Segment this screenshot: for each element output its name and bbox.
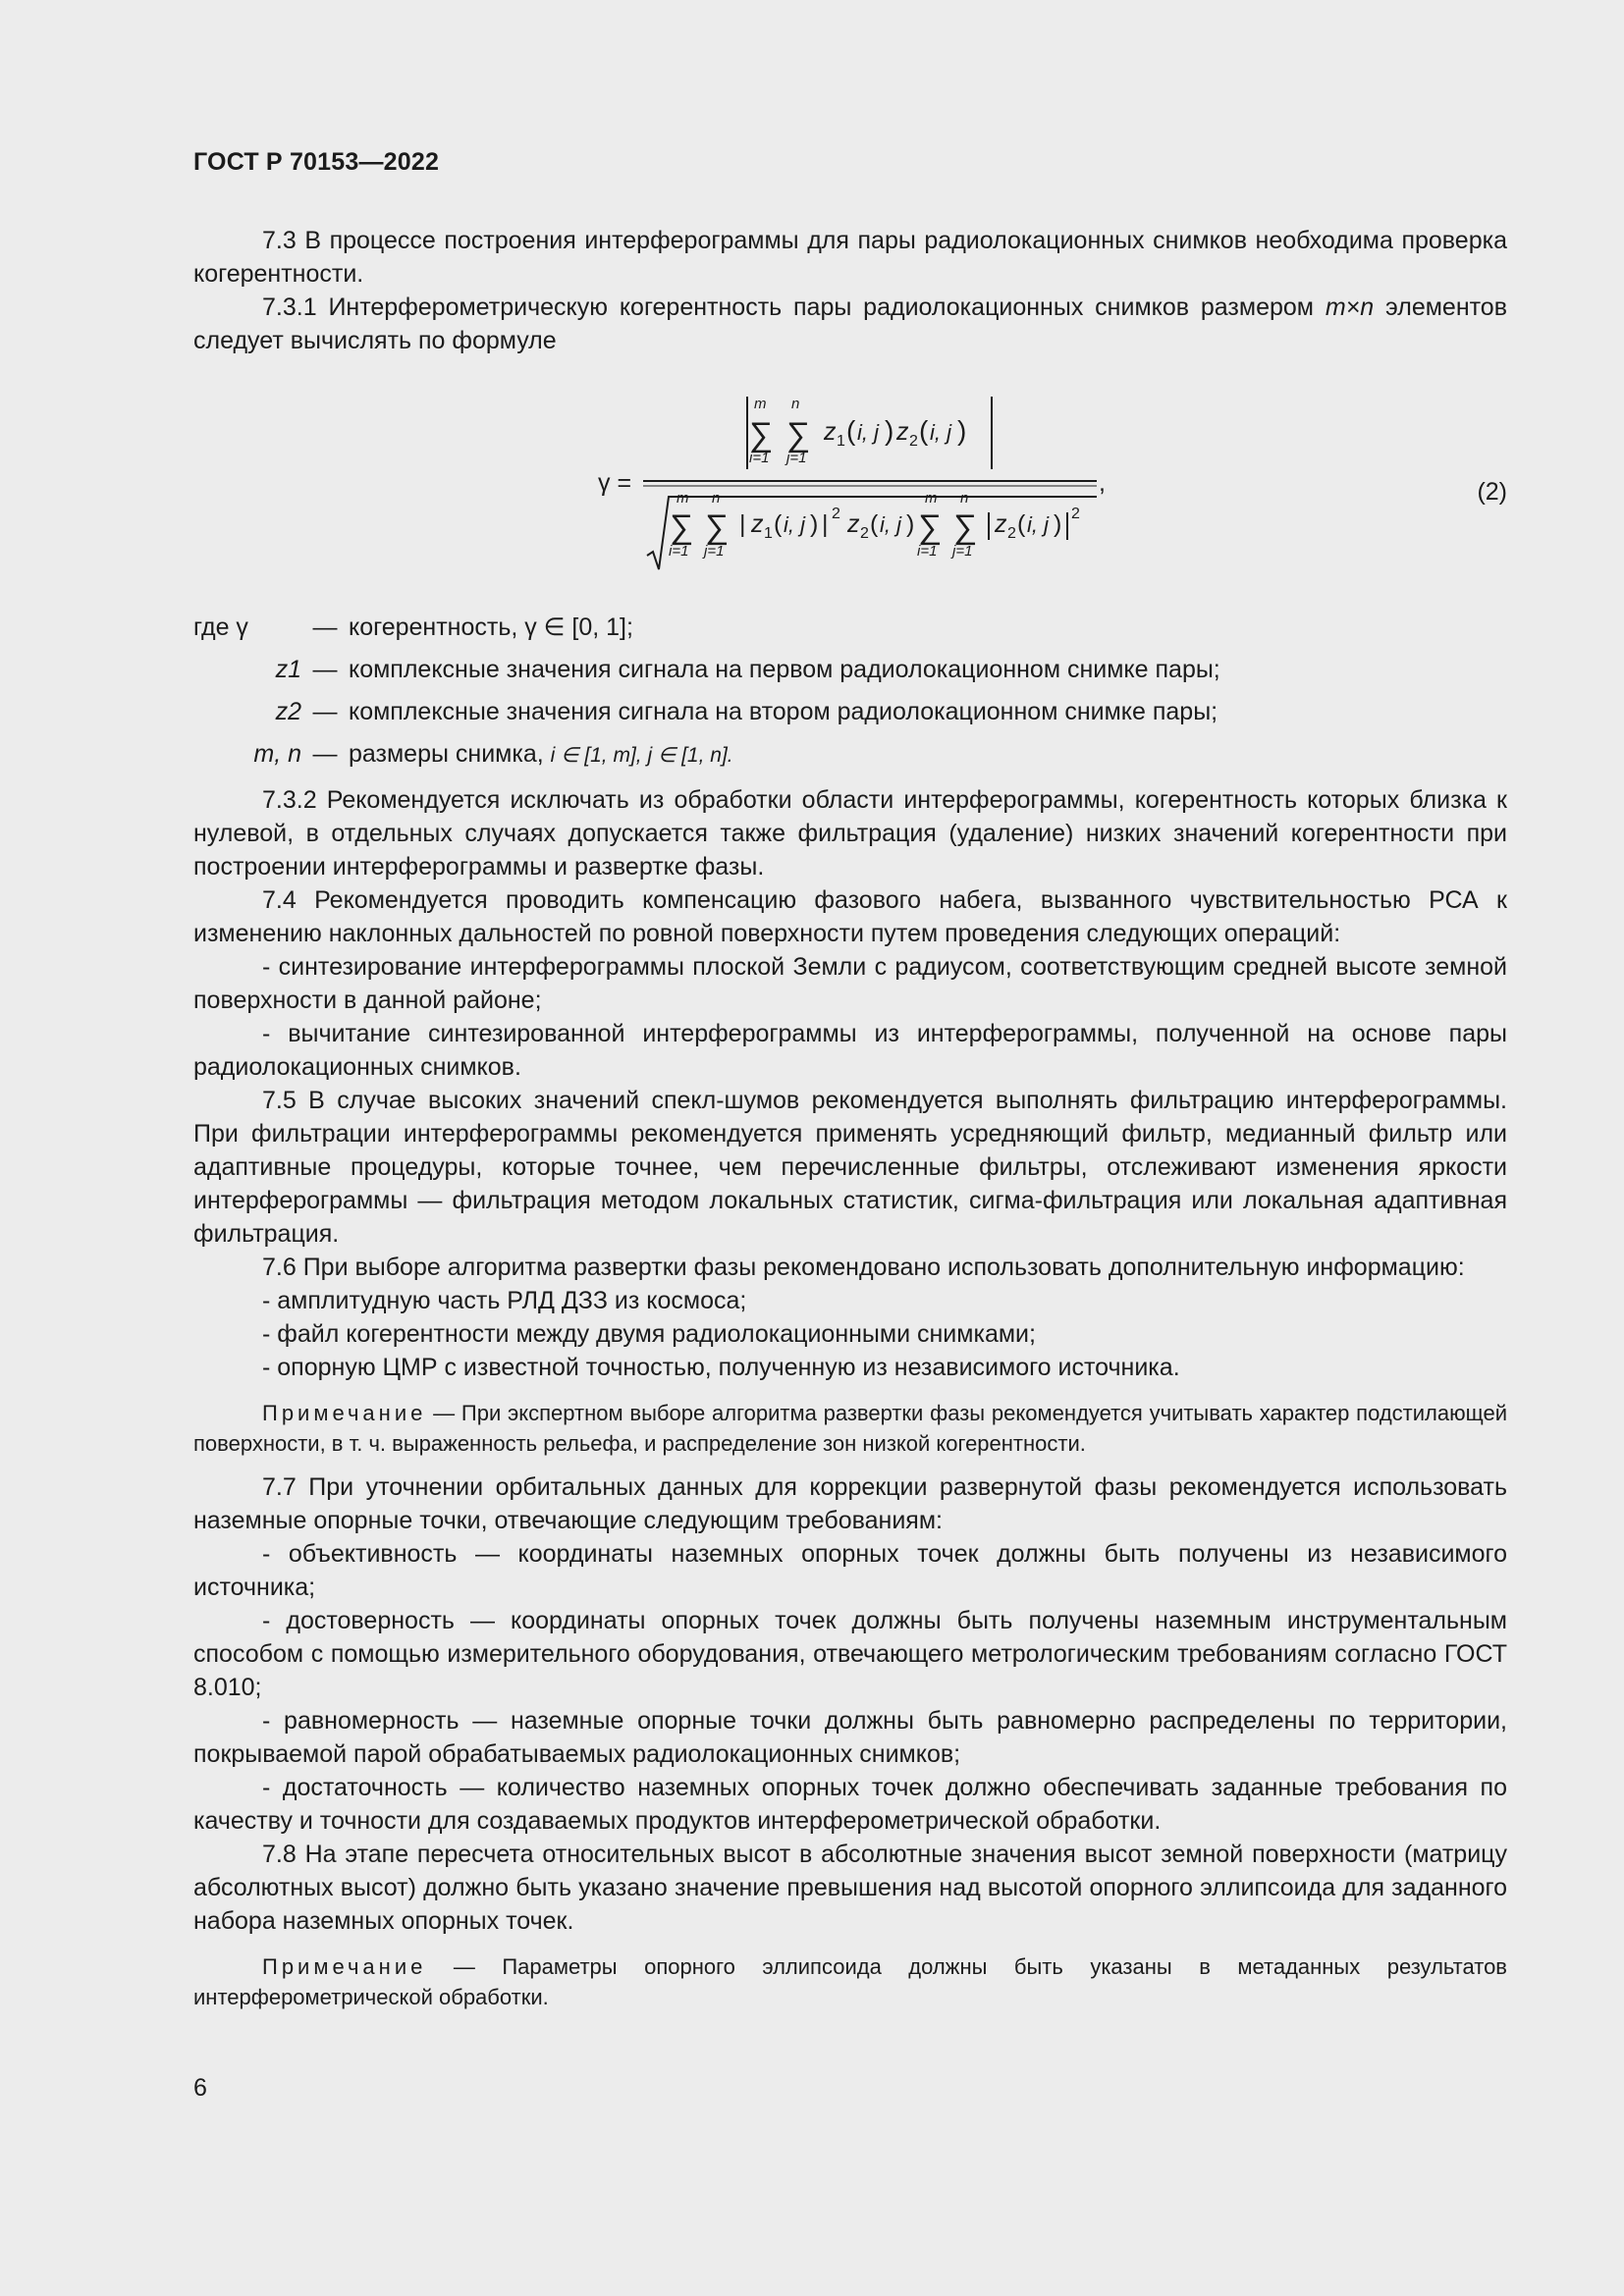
list-item-7-7-c: - равномерность — наземные опорные точки должны быть равномерно распределены по территории, покрываемой парой обрабатываемых радиолокационных снимков;: [193, 1707, 1507, 1768]
formula-trailing-comma: ,: [1099, 469, 1106, 497]
svg-text:i=1: i=1: [669, 543, 689, 560]
svg-text:m: m: [925, 490, 938, 507]
list-item-7-4-b: - вычитание синтезированной интерферограммы из интерферограммы, полученной на основе пары радиолокационных снимков.: [193, 1020, 1507, 1081]
paragraph-7-3-1-text: 7.3.1 Интерферометрическую когерентность пары радиолокационных снимков размером: [262, 294, 1326, 321]
where-definition-text: размеры снимка,: [349, 740, 551, 768]
svg-text:n: n: [791, 396, 800, 412]
svg-text:∑: ∑: [749, 416, 774, 454]
list-item-7-6-a: - амплитудную часть РЛД ДЗЗ из космоса;: [262, 1287, 747, 1314]
svg-text:i, j: i, j: [857, 420, 879, 445]
paragraph-7-3-1: [193, 291, 1507, 357]
svg-text:(: (: [1017, 510, 1026, 538]
svg-text:2: 2: [1007, 525, 1016, 542]
svg-text:|: |: [822, 510, 829, 538]
note-label: Примечание: [262, 1954, 427, 1979]
svg-text:(: (: [870, 510, 879, 538]
where-symbol: z2: [275, 698, 301, 725]
svg-text:j=1: j=1: [952, 543, 973, 560]
paragraph-7-3: 7.3 В процессе построения интерферограммы для пары радиолокационных снимков необходима проверка когерентности.: [193, 227, 1507, 288]
matrix-size: m×n: [1325, 294, 1375, 321]
svg-text:m: m: [677, 490, 689, 507]
svg-text:i=1: i=1: [749, 450, 770, 466]
svg-text:z: z: [896, 418, 909, 446]
where-symbol: m, n: [253, 740, 301, 768]
list-item-7-7-b: - достоверность — координаты опорных точек должны быть получены наземным инструментальным способом с помощью измерительного оборудования, отвечающего метрологическим требованиям согласно ГОСТ 8.010;: [193, 1607, 1507, 1701]
svg-text:∑: ∑: [786, 416, 811, 454]
range-j: j ∈ [1, n].: [647, 744, 733, 767]
list-item-7-7-a: - объективность — координаты наземных опорных точек должны быть получены из независимого источника;: [193, 1540, 1507, 1601]
formula-graphic: [193, 369, 1507, 601]
svg-text:): ): [885, 415, 894, 446]
svg-text:2: 2: [832, 506, 840, 522]
where-symbol: где γ: [193, 614, 248, 641]
equation-number: (2): [1477, 478, 1507, 506]
svg-text:z: z: [824, 418, 837, 446]
svg-text:z: z: [995, 510, 1007, 538]
svg-text:∑: ∑: [918, 508, 943, 546]
svg-text:m: m: [754, 396, 767, 412]
paragraph-7-3-2: 7.3.2 Рекомендуется исключать из обработки области интерферограммы, когерентность которых близка к нулевой, в отдельных случаях допускается также фильтрация (удаление) низких значений когерентности при построении интерферограммы и развертке фазы.: [193, 786, 1507, 881]
svg-text:1: 1: [764, 525, 773, 542]
page-number: 6: [193, 2074, 207, 2102]
svg-text:n: n: [960, 490, 969, 507]
where-row-gamma: [193, 611, 1507, 653]
where-dash: —: [312, 698, 338, 725]
coherence-formula: [193, 369, 1507, 601]
svg-text:∑: ∑: [705, 508, 730, 546]
paragraph-7-8: 7.8 На этапе пересчета относительных высот в абсолютные значения высот земной поверхности (матрицу абсолютных высот) должно быть указано значение превышения над высотой опорного эллипсоида для заданного набора наземных опорных точек.: [193, 1841, 1507, 1935]
where-list: [193, 611, 1507, 779]
svg-text:): ): [957, 415, 967, 446]
note-text: — При экспертном выборе алгоритма развертки фазы рекомендуется учитывать характер подстилающей поверхности, в т. ч. выраженность рельефа, и распределение зон низкой когерентности.: [193, 1401, 1507, 1456]
document-body: [193, 224, 1507, 2024]
svg-text:(: (: [846, 415, 856, 446]
list-item-7-6-b: - файл когерентности между двумя радиолокационными снимками;: [262, 1320, 1036, 1348]
svg-text:z: z: [847, 510, 860, 538]
svg-text:2: 2: [1071, 506, 1080, 522]
where-row-z1: [193, 653, 1507, 695]
paragraph-7-6: 7.6 При выборе алгоритма развертки фазы рекомендовано использовать дополнительную информацию:: [262, 1254, 1465, 1281]
formula-lhs: γ =: [598, 469, 632, 497]
svg-text:i=1: i=1: [917, 543, 938, 560]
svg-text:i, j: i, j: [1027, 512, 1049, 537]
where-dash: —: [312, 614, 338, 641]
svg-text:): ): [1054, 510, 1062, 538]
where-dash: —: [312, 740, 338, 768]
svg-text:z: z: [751, 510, 764, 538]
svg-text:i, j: i, j: [880, 512, 901, 537]
list-item-7-4-a: - синтезирование интерферограммы плоской Земли с радиусом, соответствующим средней высоте земной поверхности в данной районе;: [193, 953, 1507, 1014]
where-row-mn: [193, 737, 1507, 779]
note-1: [193, 1398, 1507, 1459]
note-1-paragraph: [193, 1398, 1507, 1459]
where-dash: —: [312, 656, 338, 683]
paragraph-7-5: 7.5 В случае высоких значений спекл-шумов рекомендуется выполнять фильтрацию интерферограммы. При фильтрации интерферограммы рекомендуется применять усредняющий фильтр, медианный фильтр или адаптивные процедуры, которые точнее, чем перечисленные фильтры, отслеживают изменения яркости интерферограммы — фильтрация методом локальных статистик, сигма-фильтрация или локальная адаптивная фильтрация.: [193, 1087, 1507, 1248]
svg-text:|: |: [739, 510, 746, 538]
svg-text:2: 2: [909, 433, 918, 450]
note-text: — Параметры опорного эллипсоида должны быть указаны в метаданных результатов интерферометрической обработки.: [193, 1954, 1507, 2009]
svg-text:i, j: i, j: [784, 512, 805, 537]
svg-text:1: 1: [837, 433, 845, 450]
svg-text:): ): [906, 510, 915, 538]
paragraph-7-4: 7.4 Рекомендуется проводить компенсацию фазового набега, вызванного чувствительностью РСА к изменению наклонных дальностей по ровной поверхности путем проведения следующих операций:: [193, 886, 1507, 947]
paragraph-7-3-1-text-end: элементов следует вычислять по формуле: [193, 294, 1507, 354]
svg-text:(: (: [774, 510, 783, 538]
note-label: Примечание: [262, 1401, 427, 1425]
svg-text:i, j: i, j: [930, 420, 951, 445]
where-definition: комплексные значения сигнала на первом радиолокационном снимке пары;: [349, 656, 1220, 683]
svg-text:j=1: j=1: [704, 543, 725, 560]
list-item-7-7-d: - достаточность — количество наземных опорных точек должно обеспечивать заданные требования по качеству и точности для создаваемых продуктов интерферометрической обработки.: [193, 1774, 1507, 1835]
svg-text:2: 2: [860, 525, 869, 542]
svg-text:n: n: [712, 490, 721, 507]
range-i: i ∈ [1, m],: [550, 744, 648, 767]
svg-text:(: (: [919, 415, 929, 446]
where-definition: когерентность, γ ∈ [0, 1];: [349, 614, 633, 641]
svg-text:∑: ∑: [953, 508, 978, 546]
where-row-z2: [193, 695, 1507, 737]
list-item-7-6-c: - опорную ЦМР с известной точностью, полученную из независимого источника.: [262, 1354, 1180, 1381]
where-definition: комплексные значения сигнала на втором радиолокационном снимке пары;: [349, 698, 1218, 725]
note-2: [193, 1951, 1507, 2012]
svg-text:j=1: j=1: [786, 450, 807, 466]
where-definition: [349, 737, 1507, 773]
paragraph-7-7: 7.7 При уточнении орбитальных данных для коррекции развернутой фазы рекомендуется использовать наземные опорные точки, отвечающие следующим требованиям:: [193, 1473, 1507, 1534]
where-symbol: z1: [275, 656, 301, 683]
svg-text:): ): [810, 510, 819, 538]
note-2-paragraph: [193, 1951, 1507, 2012]
svg-text:∑: ∑: [670, 508, 694, 546]
document-header: ГОСТ Р 70153—2022: [193, 148, 440, 176]
